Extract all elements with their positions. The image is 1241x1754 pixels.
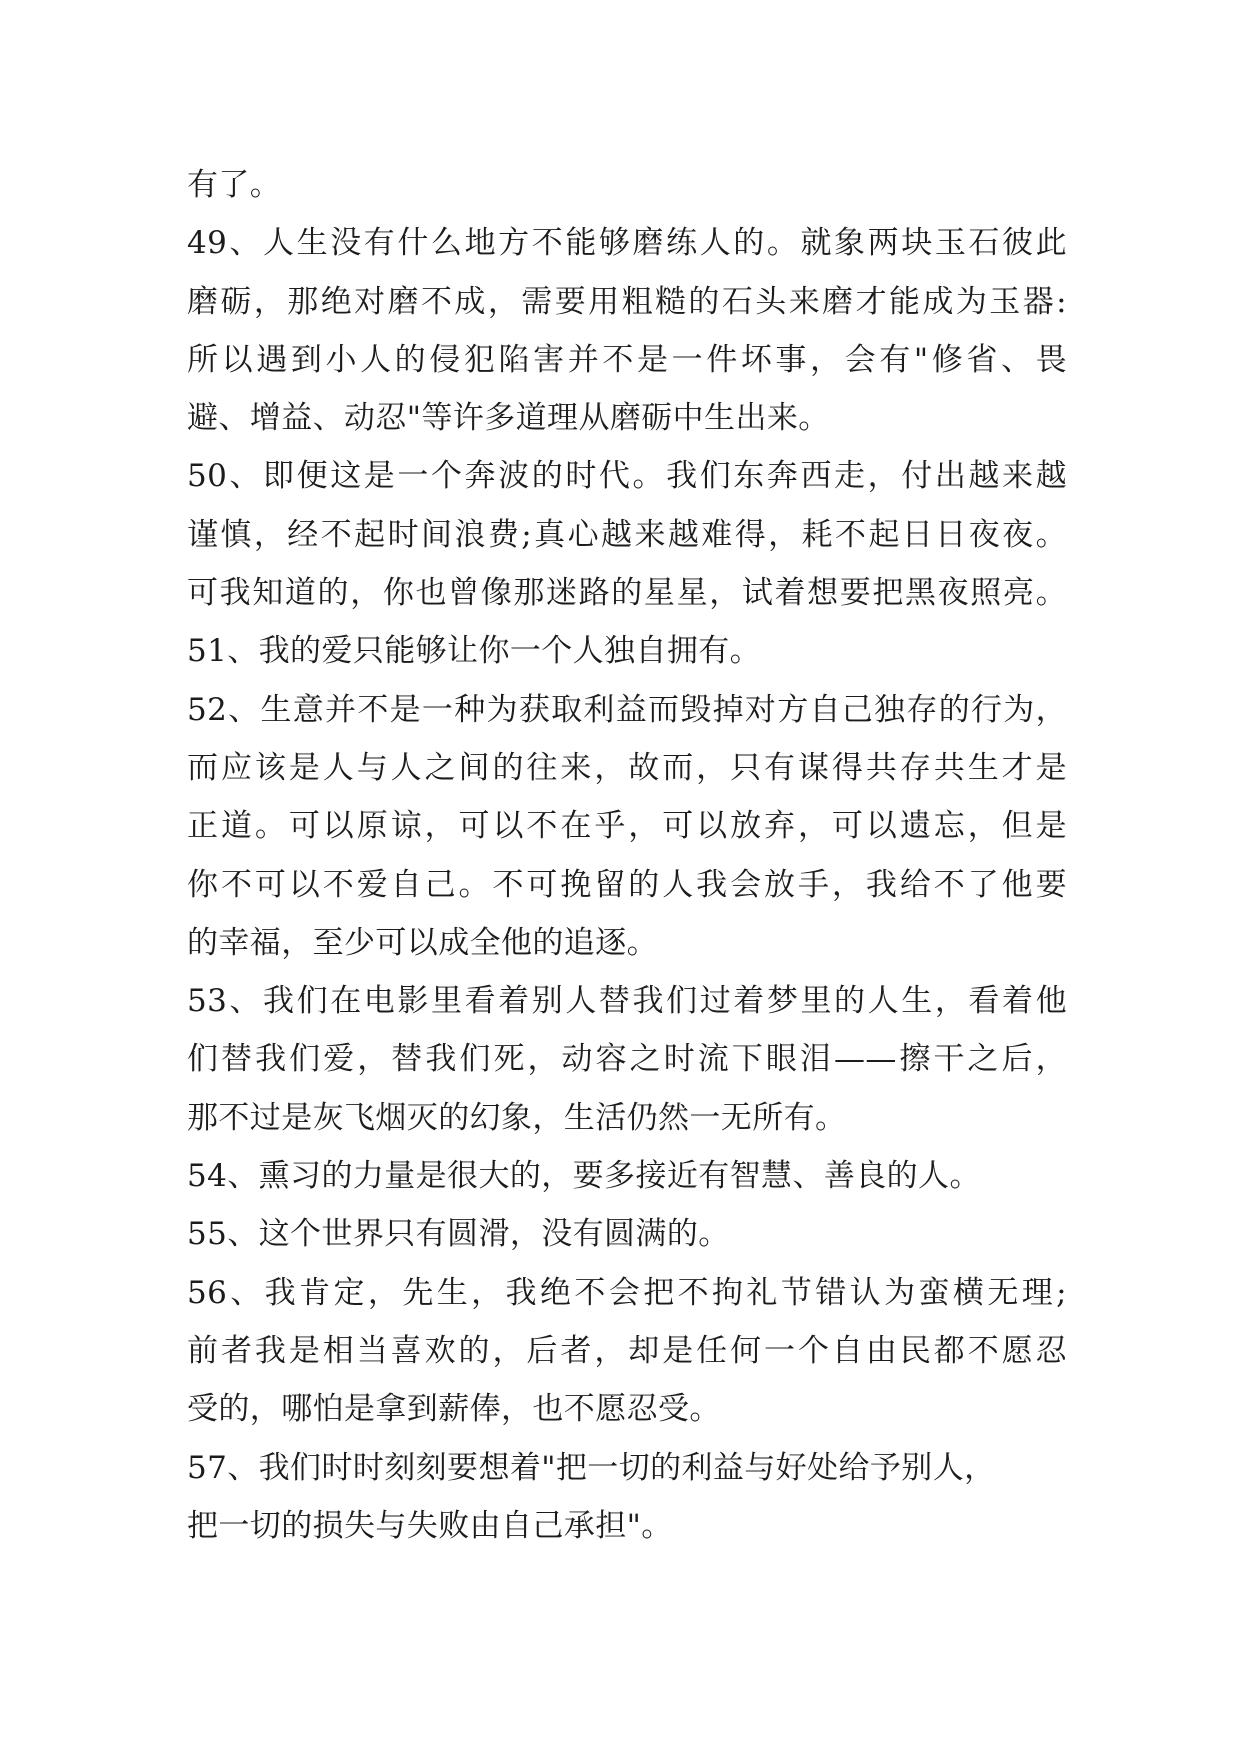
text-line: 前者我是相当喜欢的，后者，却是任何一个自由民都不愿忍 bbox=[187, 1332, 1067, 1369]
text-line: 你不可以不爱自己。不可挽留的人我会放手，我给不了他要 bbox=[187, 866, 1067, 903]
text-line: 们替我们爱，替我们死，动容之时流下眼泪——擦干之后， bbox=[187, 1041, 1067, 1078]
text-line: 正道。可以原谅，可以不在乎，可以放弃，可以遗忘，但是 bbox=[187, 808, 1067, 845]
text-line: 55、这个世界只有圆滑，没有圆满的。 bbox=[187, 1216, 730, 1253]
text-line: 受的，哪怕是拿到薪俸，也不愿忍受。 bbox=[187, 1391, 721, 1428]
text-line: 那不过是灰飞烟灭的幻象，生活仍然一无所有。 bbox=[187, 1099, 847, 1136]
text-line: 把一切的损失与失败由自己承担"。 bbox=[187, 1507, 673, 1544]
text-line: 有了。 bbox=[187, 167, 282, 203]
text-line: 57、我们时时刻刻要想着"把一切的利益与好处给予别人， bbox=[187, 1449, 996, 1486]
text-line: 避、增益、动忍"等许多道理从磨砺中生出来。 bbox=[187, 400, 830, 437]
text-line: 磨砺，那绝对磨不成，需要用粗糙的石头来磨才能成为玉器: bbox=[187, 283, 1067, 320]
text-line: 所以遇到小人的侵犯陷害并不是一件坏事，会有"修省、畏 bbox=[187, 341, 1067, 378]
text-line: 而应该是人与人之间的往来，故而，只有谋得共存共生才是 bbox=[187, 749, 1067, 786]
text-line: 可我知道的，你也曾像那迷路的星星，试着想要把黑夜照亮。 bbox=[187, 575, 1067, 612]
text-line: 56、我肯定，先生，我绝不会把不拘礼节错认为蛮横无理; bbox=[187, 1274, 1067, 1311]
text-line: 的幸福，至少可以成全他的追逐。 bbox=[187, 924, 658, 961]
text-line: 49、人生没有什么地方不能够磨练人的。就象两块玉石彼此 bbox=[187, 225, 1067, 262]
text-line: 54、熏习的力量是很大的，要多接近有智慧、善良的人。 bbox=[187, 1158, 981, 1195]
text-line: 谨慎，经不起时间浪费;真心越来越难得，耗不起日日夜夜。 bbox=[187, 516, 1067, 553]
text-line: 50、即便这是一个奔波的时代。我们东奔西走，付出越来越 bbox=[187, 458, 1067, 495]
text-line: 51、我的爱只能够让你一个人独自拥有。 bbox=[187, 633, 762, 670]
body-text bbox=[187, 156, 1067, 1555]
text-line: 52、生意并不是一种为获取利益而毁掉对方自己独存的行为， bbox=[187, 691, 1067, 728]
text-line: 53、我们在电影里看着别人替我们过着梦里的人生，看着他 bbox=[187, 983, 1067, 1020]
